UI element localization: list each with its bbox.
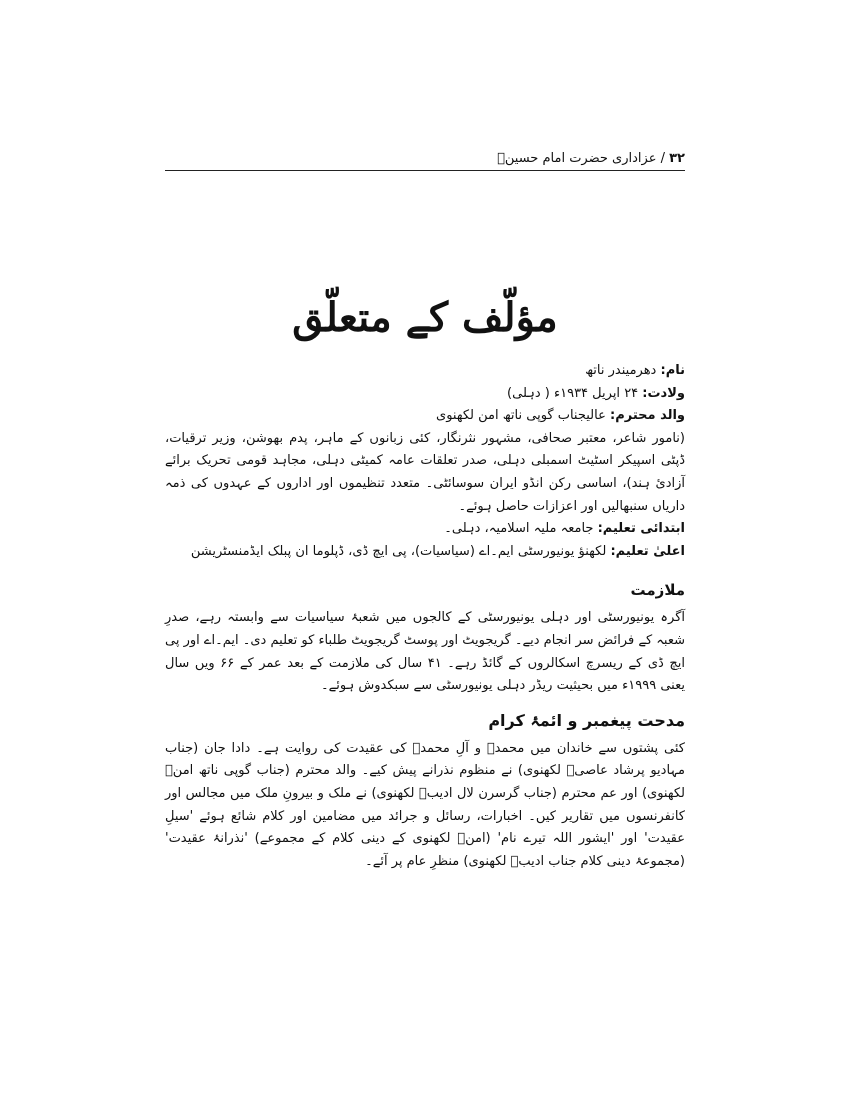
running-header: [165, 150, 685, 170]
father-value: عالیجناب گوپی ناتھ امن لکھنوی: [436, 408, 606, 424]
primary-education-line: [165, 518, 685, 541]
birth-line: [165, 383, 685, 406]
name-label: نام:: [660, 363, 685, 378]
chapter-title: مؤلّف کے متعلّق: [292, 294, 558, 341]
page-number: ۳۲: [669, 151, 685, 166]
name-value: دھرمیندر ناتھ: [585, 363, 657, 378]
header-rule: [165, 170, 685, 171]
father-label: والد محترم:: [610, 408, 685, 424]
primary-education-value: جامعہ ملیہ اسلامیہ، دہلی۔: [444, 521, 594, 537]
primary-education-label: ابتدائی تعلیم:: [597, 521, 685, 537]
birth-label: ولادت:: [642, 385, 685, 401]
higher-education-value: لکھنؤ یونیورسٹی ایم۔اے (سیاسیات)، پی ایچ ڈی، ڈپلوما ان پبلک ایڈمنسٹریشن: [190, 543, 607, 559]
service-heading: ملازمت: [630, 581, 685, 600]
header-separator: /: [660, 151, 665, 166]
father-line: [165, 405, 685, 428]
praise-heading: مدحت پیغمبر و ائمۂ کرام: [488, 710, 685, 730]
higher-education-label: اعلیٰ تعلیم:: [610, 543, 685, 559]
birth-value: ۲۴ اپریل ۱۹۳۴ء ( دہلی): [507, 385, 639, 401]
body-text: [165, 360, 685, 873]
name-line: [165, 360, 685, 383]
father-details: (نامور شاعر، معتبر صحافی، مشہور نثرنگار، کئی زبانوں کے ماہر، پدم بھوشن، وزیر ترقیات، ڈپٹی اسپیکر اسٹیٹ اسمبلی دہلی، صدر تعلقات عامہ کمیٹی دہلی، مجاہد قومی تحریک برائے آزادئ ہند)، اساسی رکن انڈو ایران سوسائٹی۔ متعدد تنظیموں اور اداروں کے عہدوں کی ذمہ داریاں سنبھالیں اور اعزازات حاصل ہوئے۔: [165, 430, 685, 514]
service-paragraph: آگرہ یونیورسٹی اور دہلی یونیورسٹی کے کالجوں میں شعبۂ سیاسیات سے وابستہ رہے، صدرِ شعبہ کے فرائض سر انجام دیے۔ گریجویٹ اور پوسٹ گریجویٹ طلباء کو تعلیم دی۔ ایم۔اے اور پی ایچ ڈی کے ریسرچ اسکالروں کے گائڈ رہے۔ ۴۱ سال کی ملازمت کے بعد عمر کے ۶۶ ویں سال یعنی ۱۹۹۹ء میں بحیثیت ریڈر دہلی یونیورسٹی سے سبکدوش ہوئے۔: [165, 610, 685, 694]
book-title: عزاداری حضرت امام حسینؑ: [497, 151, 657, 166]
higher-education-line: [165, 541, 685, 564]
praise-paragraph: کئی پشتوں سے خاندان میں محمدؐ و آلِ محمدؐ کی عقیدت کی روایت ہے۔ دادا جان (جناب مہادیو پرشاد عاصیؔ لکھنوی) نے منظوم نذرانے پیش کیے۔ والد محترم (جناب گوپی ناتھ امنؔ لکھنوی) اور عم محترم (جناب گرسرن لال ادیبؔ لکھنوی) نے ملک و بیرونِ ملک میں مجالس اور کانفرنسوں میں تقاریر کیں۔ اخبارات، رسائل و جرائد میں مضامین اور کلام شائع ہوئے 'سیلِ عقیدت' اور 'ایشور اللہ تیرے نام' (امنؔ لکھنوی کے دینی کلام کے مجموعے) 'نذرانۂ عقیدت' (مجموعۂ دینی کلام جناب ادیبؔ لکھنوی) منظرِ عام پر آئے۔: [165, 740, 685, 869]
